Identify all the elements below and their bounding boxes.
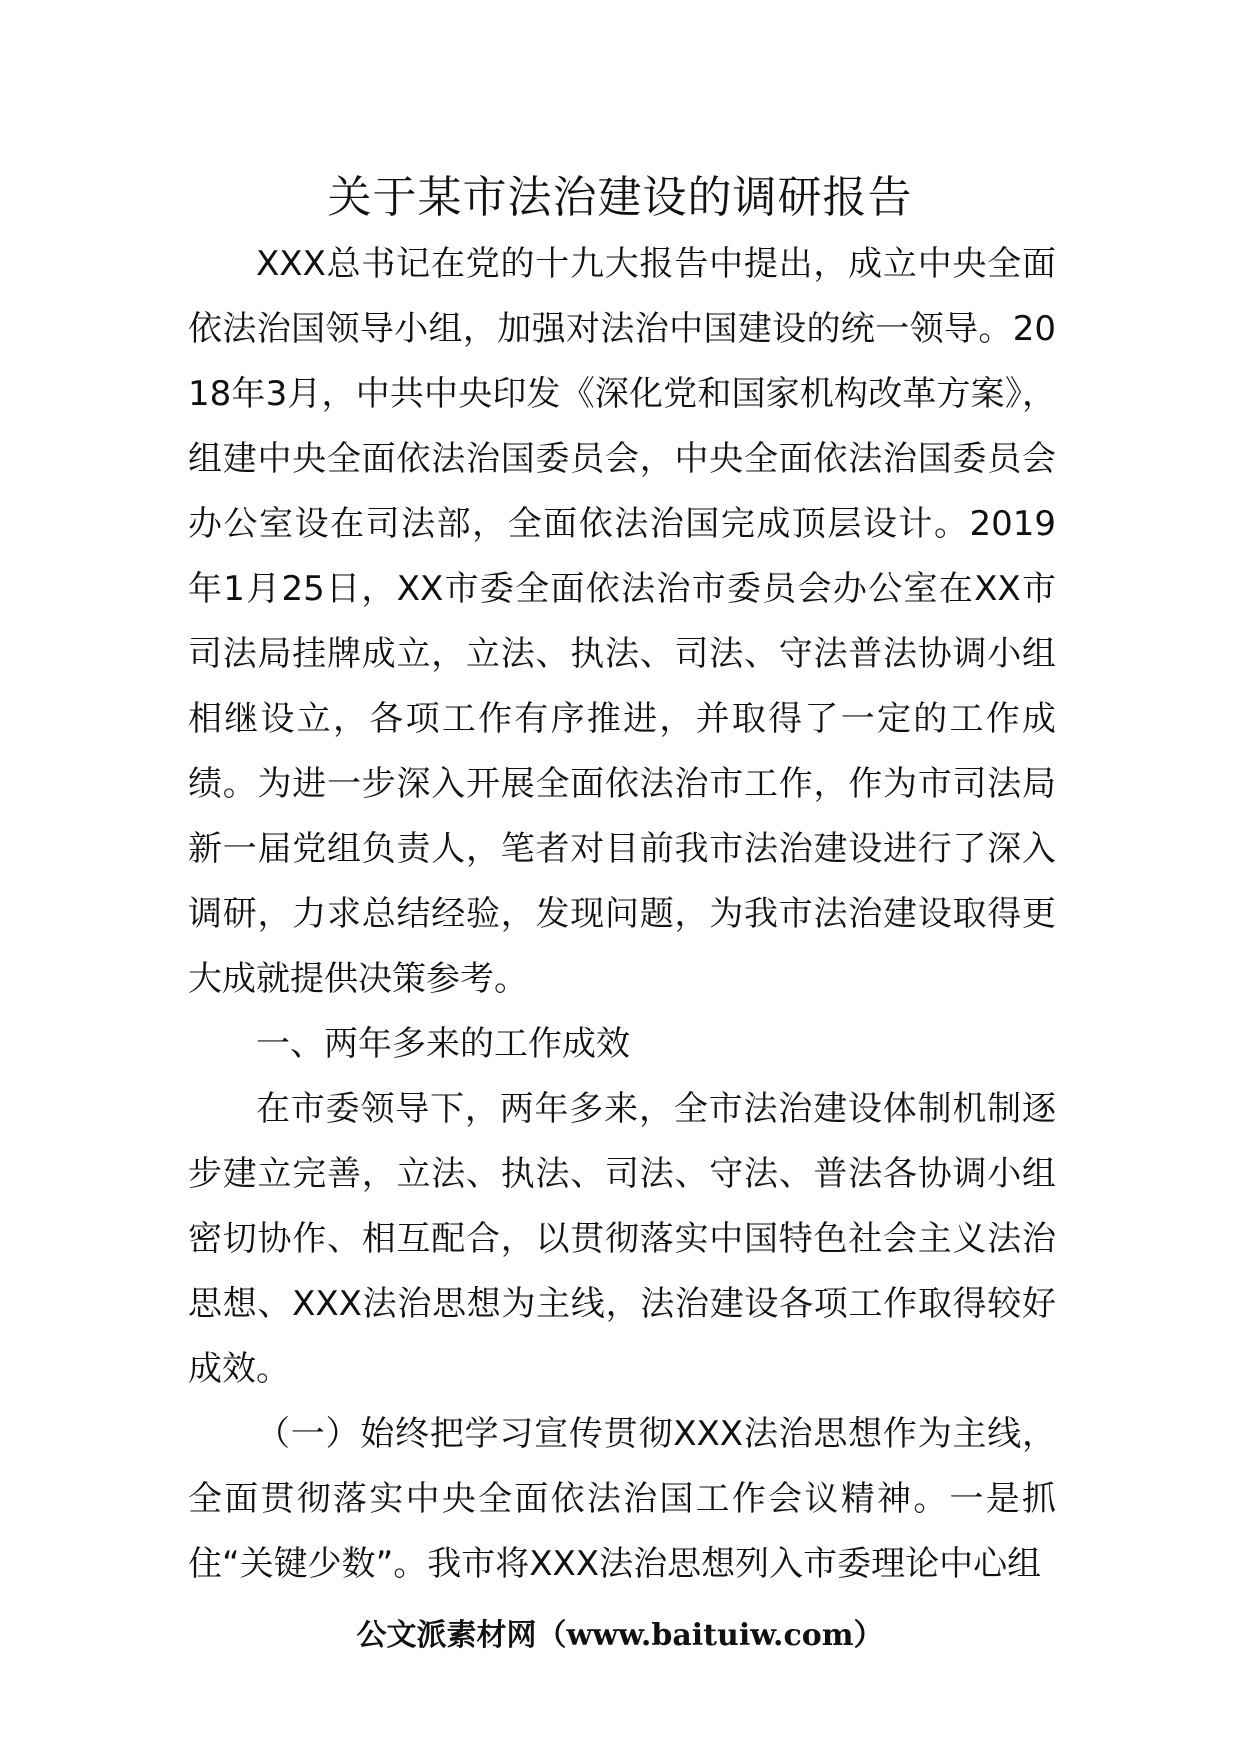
- footer-watermark: 公文派素材网（www.baituiw.com）: [356, 1618, 884, 1653]
- document-body: [188, 232, 1056, 1597]
- intro-paragraph: XXX总书记在党的十九大报告中提出，成立中央全面依法治国领导小组，加强对法治中国建设的统一领导。2018年3月，中共中央印发《深化党和国家机构改革方案》，组建中央全面依法治国委员会，中央全面依法治国委员会办公室设在司法部，全面依法治国完成顶层设计。2019年1月25日，XX市委全面依法治市委员会办公室在XX市司法局挂牌成立，立法、执法、司法、守法普法协调小组相继设立，各项工作有序推进，并取得了一定的工作成绩。为进一步深入开展全面依法治市工作，作为市司法局新一届党组负责人，笔者对目前我市法治建设进行了深入调研，力求总结经验，发现问题，为我市法治建设取得更大成就提供决策参考。: [188, 244, 1056, 999]
- section-paragraph-2: （一）始终把学习宣传贯彻XXX法治思想作为主线，全面贯彻落实中央全面依法治国工作会议精神。一是抓住“关键少数”。我市将XXX法治思想列入市委理论中心组: [188, 1414, 1056, 1584]
- document-title: 关于某市法治建设的调研报告: [327, 172, 913, 223]
- section-heading: 一、两年多来的工作成效: [256, 1024, 630, 1064]
- section-paragraph-1: 在市委领导下，两年多来，全市法治建设体制机制逐步建立完善，立法、执法、司法、守法、普法各协调小组密切协作、相互配合，以贯彻落实中国特色社会主义法治思想、XXX法治思想为主线，法治建设各项工作取得较好成效。: [188, 1089, 1056, 1389]
